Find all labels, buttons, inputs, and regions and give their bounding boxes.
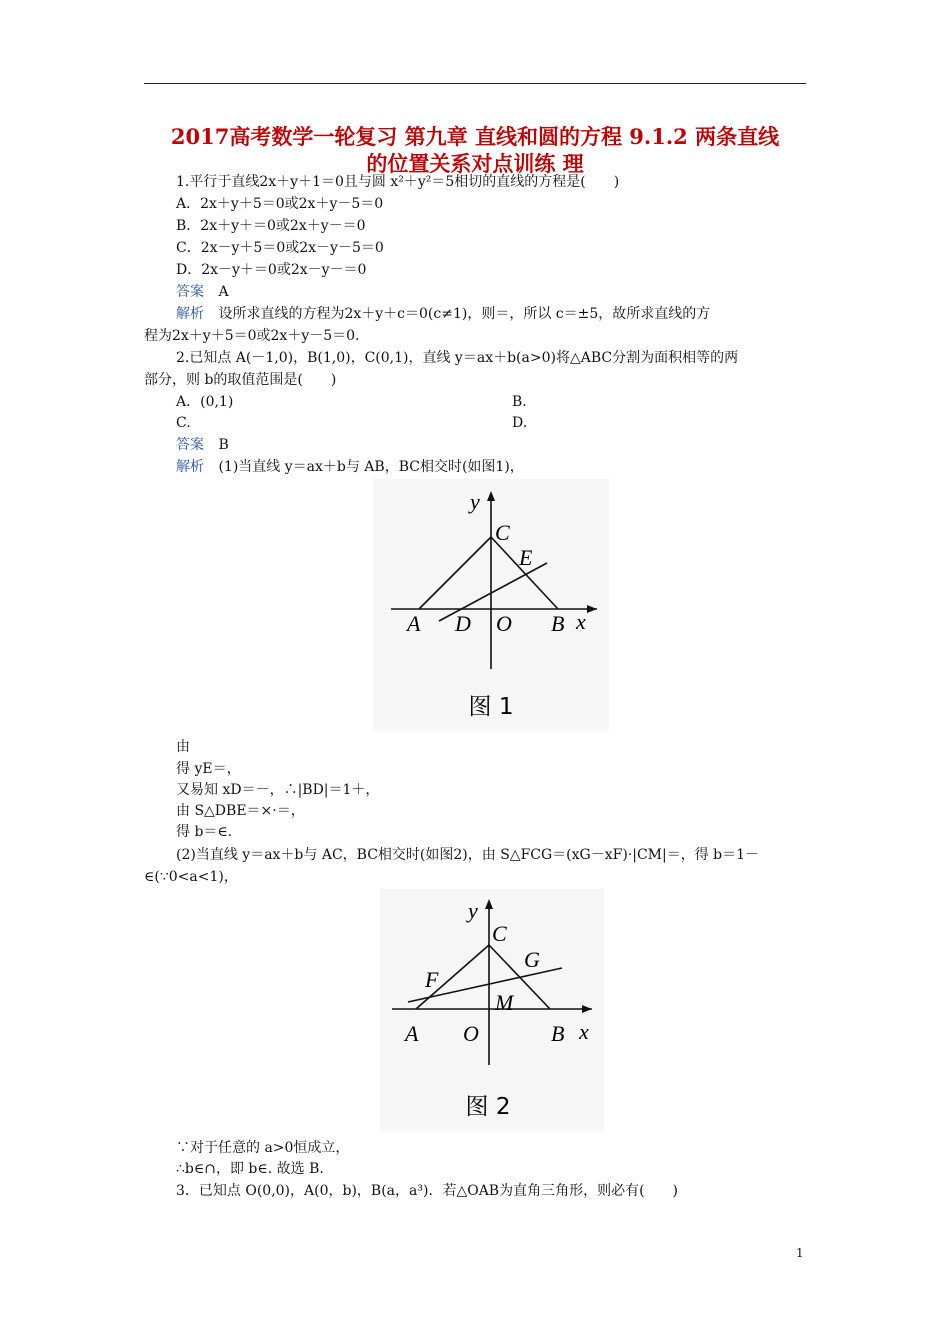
fig2-label-b: B (551, 1021, 565, 1046)
q1-answer (176, 282, 229, 302)
fig1-label-o: O (496, 611, 512, 636)
q2-step-5: 得 b＝∈. (176, 824, 233, 840)
figure-2 (380, 889, 604, 1131)
analysis-label: 解析 (176, 459, 204, 475)
q1-analysis-text: 设所求直线的方程为2x＋y＋c＝0(c≠1)，则＝，所以 c＝±5，故所求直线的方 (218, 306, 711, 322)
fig1-label-e: E (519, 545, 533, 570)
fig1-label-y: y (470, 489, 480, 514)
q1-option-a: A．2x＋y＋5＝0或2x＋y－5＝0 (176, 196, 384, 212)
q2-conclusion: ∴b∈∩，即 b∈. 故选 B. (176, 1161, 324, 1177)
q2-step-8: ∵对于任意的 a>0恒成立， (176, 1140, 350, 1156)
fig1-label-a: A (407, 611, 421, 636)
fig1-caption: 图 1 (468, 694, 514, 720)
fig1-label-d: D (455, 611, 471, 636)
q2-option-d: D. (512, 415, 528, 431)
page-title-line-2: 的位置关系对点训练 理 (366, 151, 584, 176)
fig2-label-m: M (495, 990, 514, 1015)
q2-step-3: 又易知 xD＝－，∴|BD|＝1＋， (176, 782, 380, 798)
page-number: 1 (796, 1246, 804, 1260)
q2-stem-cont: 部分，则 b的取值范围是( ) (144, 372, 337, 388)
header-rule (144, 83, 806, 84)
fig1-label-c: C (495, 520, 510, 545)
q2-step-6: (2)当直线 y＝ax＋b与 AC，BC相交时(如图2)，由 S△FCG＝(xG－xF)·|CM|＝，得 b＝1－ (176, 847, 760, 863)
q1-option-d: D．2x－y＋＝0或2x－y－＝0 (176, 262, 367, 278)
q1-analysis-cont: 程为2x＋y＋5＝0或2x＋y－5＝0. (144, 328, 360, 344)
answer-label: 答案 (176, 437, 204, 453)
fig2-label-o: O (463, 1021, 479, 1046)
q2-answer (176, 435, 229, 455)
q2-analysis-text: (1)当直线 y＝ax＋b与 AB，BC相交时(如图1)， (218, 459, 524, 475)
q1-analysis (176, 304, 710, 324)
q2-stem: 2.已知点 A(－1,0)，B(1,0)，C(0,1)，直线 y＝ax＋b(a>0)将△ABC分割为面积相等的两 (176, 350, 739, 366)
q2-option-b: B. (512, 394, 527, 410)
fig2-label-f: F (425, 967, 439, 992)
answer-label: 答案 (176, 284, 204, 300)
page-title-line-1: 2017高考数学一轮复习 第九章 直线和圆的方程 9.1.2 两条直线 (170, 124, 780, 149)
fig2-caption: 图 2 (465, 1094, 511, 1120)
q2-step-7: ∈(∵0<a<1)， (144, 869, 238, 885)
figure-1 (373, 479, 609, 731)
q2-analysis (176, 457, 524, 477)
fig2-label-y: y (468, 898, 478, 923)
q2-answer-value: B (218, 437, 229, 453)
fig2-label-x: x (579, 1019, 589, 1044)
q3-stem: 3．已知点 O(0,0)，A(0，b)，B(a，a³)．若△OAB为直角三角形，则必有( ) (176, 1183, 679, 1199)
q2-step-4: 由 S△DBE＝×·＝， (176, 803, 305, 819)
q2-option-a: A．(0,1) (176, 394, 234, 410)
fig1-label-x: x (576, 609, 586, 634)
analysis-label: 解析 (176, 306, 204, 322)
fig2-label-g: G (524, 947, 540, 972)
q2-option-c: C. (176, 415, 191, 431)
q1-answer-value: A (218, 284, 229, 300)
q2-step-2: 得 yE＝， (176, 761, 241, 777)
fig2-label-a: A (405, 1021, 419, 1046)
q1-stem: 1.平行于直线2x＋y＋1＝0且与圆 x²＋y²＝5相切的直线的方程是( ) (176, 174, 620, 190)
fig1-label-b: B (551, 611, 565, 636)
q1-option-b: B．2x＋y＋＝0或2x＋y－＝0 (176, 218, 366, 234)
fig2-label-c: C (492, 921, 507, 946)
q1-option-c: C．2x－y＋5＝0或2x－y－5＝0 (176, 240, 384, 256)
q2-step-1: 由 (176, 739, 190, 755)
